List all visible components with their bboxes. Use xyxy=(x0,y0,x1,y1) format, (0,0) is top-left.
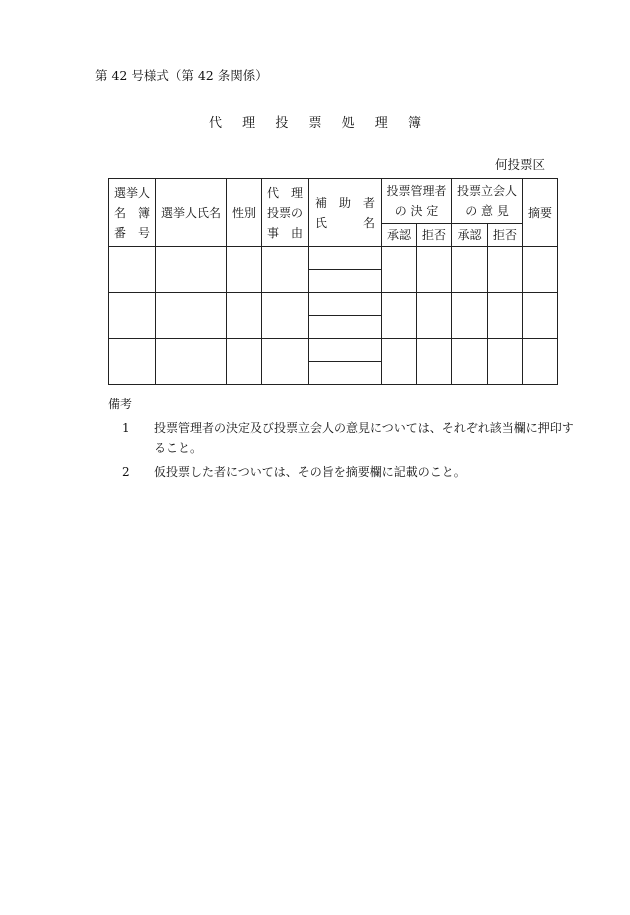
cell-gender[interactable] xyxy=(227,247,262,293)
cell-assistant-name[interactable] xyxy=(309,270,382,293)
title-char: 処 xyxy=(341,116,355,131)
title-char: 票 xyxy=(308,116,322,131)
note-item xyxy=(108,418,578,458)
header-line: 代 理 xyxy=(266,185,303,200)
cell-remarks[interactable] xyxy=(523,339,558,385)
header-voter-register-number xyxy=(109,179,156,247)
cell-manager-reject[interactable] xyxy=(417,247,452,293)
note-number: 1 xyxy=(122,421,130,435)
header-line: 番 号 xyxy=(113,225,150,240)
header-line: 投票の xyxy=(266,205,303,220)
voting-district-label: 何投票区 xyxy=(494,157,545,172)
note-text: 仮投票した者については、その旨を摘要欄に記載のこと。 xyxy=(154,465,466,479)
cell-witness-approve[interactable] xyxy=(452,339,488,385)
header-line: 選挙人 xyxy=(113,185,150,200)
cell-remarks[interactable] xyxy=(523,247,558,293)
title-char: 理 xyxy=(242,116,256,131)
header-manager-decision: 投票管理者の 決 定 xyxy=(382,179,452,224)
cell-voter-register-number[interactable] xyxy=(109,339,156,385)
cell-manager-reject[interactable] xyxy=(417,339,452,385)
cell-witness-approve[interactable] xyxy=(452,247,488,293)
cell-witness-reject[interactable] xyxy=(488,339,523,385)
cell-manager-approve[interactable] xyxy=(382,247,417,293)
form-number: 第 42 号様式（第 42 条関係） xyxy=(95,68,268,83)
cell-assistant-name[interactable] xyxy=(309,339,382,362)
cell-proxy-reason[interactable] xyxy=(262,339,309,385)
cell-voter-name[interactable] xyxy=(156,293,227,339)
header-witness-approve: 承認 xyxy=(452,224,488,247)
header-remarks: 摘要 xyxy=(523,179,558,247)
header-voter-name: 選挙人氏名 xyxy=(156,179,227,247)
header-manager-approve: 承認 xyxy=(382,224,417,247)
cell-voter-register-number[interactable] xyxy=(109,293,156,339)
cell-gender[interactable] xyxy=(227,339,262,385)
note-item xyxy=(108,462,578,482)
header-line: 事 由 xyxy=(266,225,303,240)
cell-voter-name[interactable] xyxy=(156,247,227,293)
cell-assistant-name[interactable] xyxy=(309,362,382,385)
title-char: 理 xyxy=(374,116,388,131)
header-line: 補 助 者 xyxy=(314,195,375,210)
notes-section xyxy=(108,395,578,486)
cell-witness-reject[interactable] xyxy=(488,293,523,339)
cell-proxy-reason[interactable] xyxy=(262,293,309,339)
proxy-voting-register-table xyxy=(108,178,558,385)
cell-voter-name[interactable] xyxy=(156,339,227,385)
header-manager-reject: 拒否 xyxy=(417,224,452,247)
header-line: 名 簿 xyxy=(113,205,150,220)
cell-proxy-reason[interactable] xyxy=(262,247,309,293)
title-char: 代 xyxy=(209,116,223,131)
header-assistant-name xyxy=(309,179,382,247)
header-gender: 性別 xyxy=(227,179,262,247)
cell-witness-approve[interactable] xyxy=(452,293,488,339)
cell-manager-approve[interactable] xyxy=(382,293,417,339)
title-char: 投 xyxy=(275,116,289,131)
cell-voter-register-number[interactable] xyxy=(109,247,156,293)
header-witness-opinion: 投票立会人の 意 見 xyxy=(452,179,523,224)
header-line: 氏 名 xyxy=(314,215,375,230)
note-number: 2 xyxy=(122,465,130,479)
cell-assistant-name[interactable] xyxy=(309,247,382,270)
header-proxy-reason xyxy=(262,179,309,247)
cell-assistant-name[interactable] xyxy=(309,316,382,339)
notes-heading: 備考 xyxy=(108,397,133,411)
note-text: 投票管理者の決定及び投票立会人の意見については、それぞれ該当欄に押印すること。 xyxy=(154,421,574,455)
cell-manager-reject[interactable] xyxy=(417,293,452,339)
cell-manager-approve[interactable] xyxy=(382,339,417,385)
cell-assistant-name[interactable] xyxy=(309,293,382,316)
document-title xyxy=(0,112,630,131)
title-char: 簿 xyxy=(407,116,421,131)
cell-gender[interactable] xyxy=(227,293,262,339)
header-witness-reject: 拒否 xyxy=(488,224,523,247)
cell-witness-reject[interactable] xyxy=(488,247,523,293)
cell-remarks[interactable] xyxy=(523,293,558,339)
